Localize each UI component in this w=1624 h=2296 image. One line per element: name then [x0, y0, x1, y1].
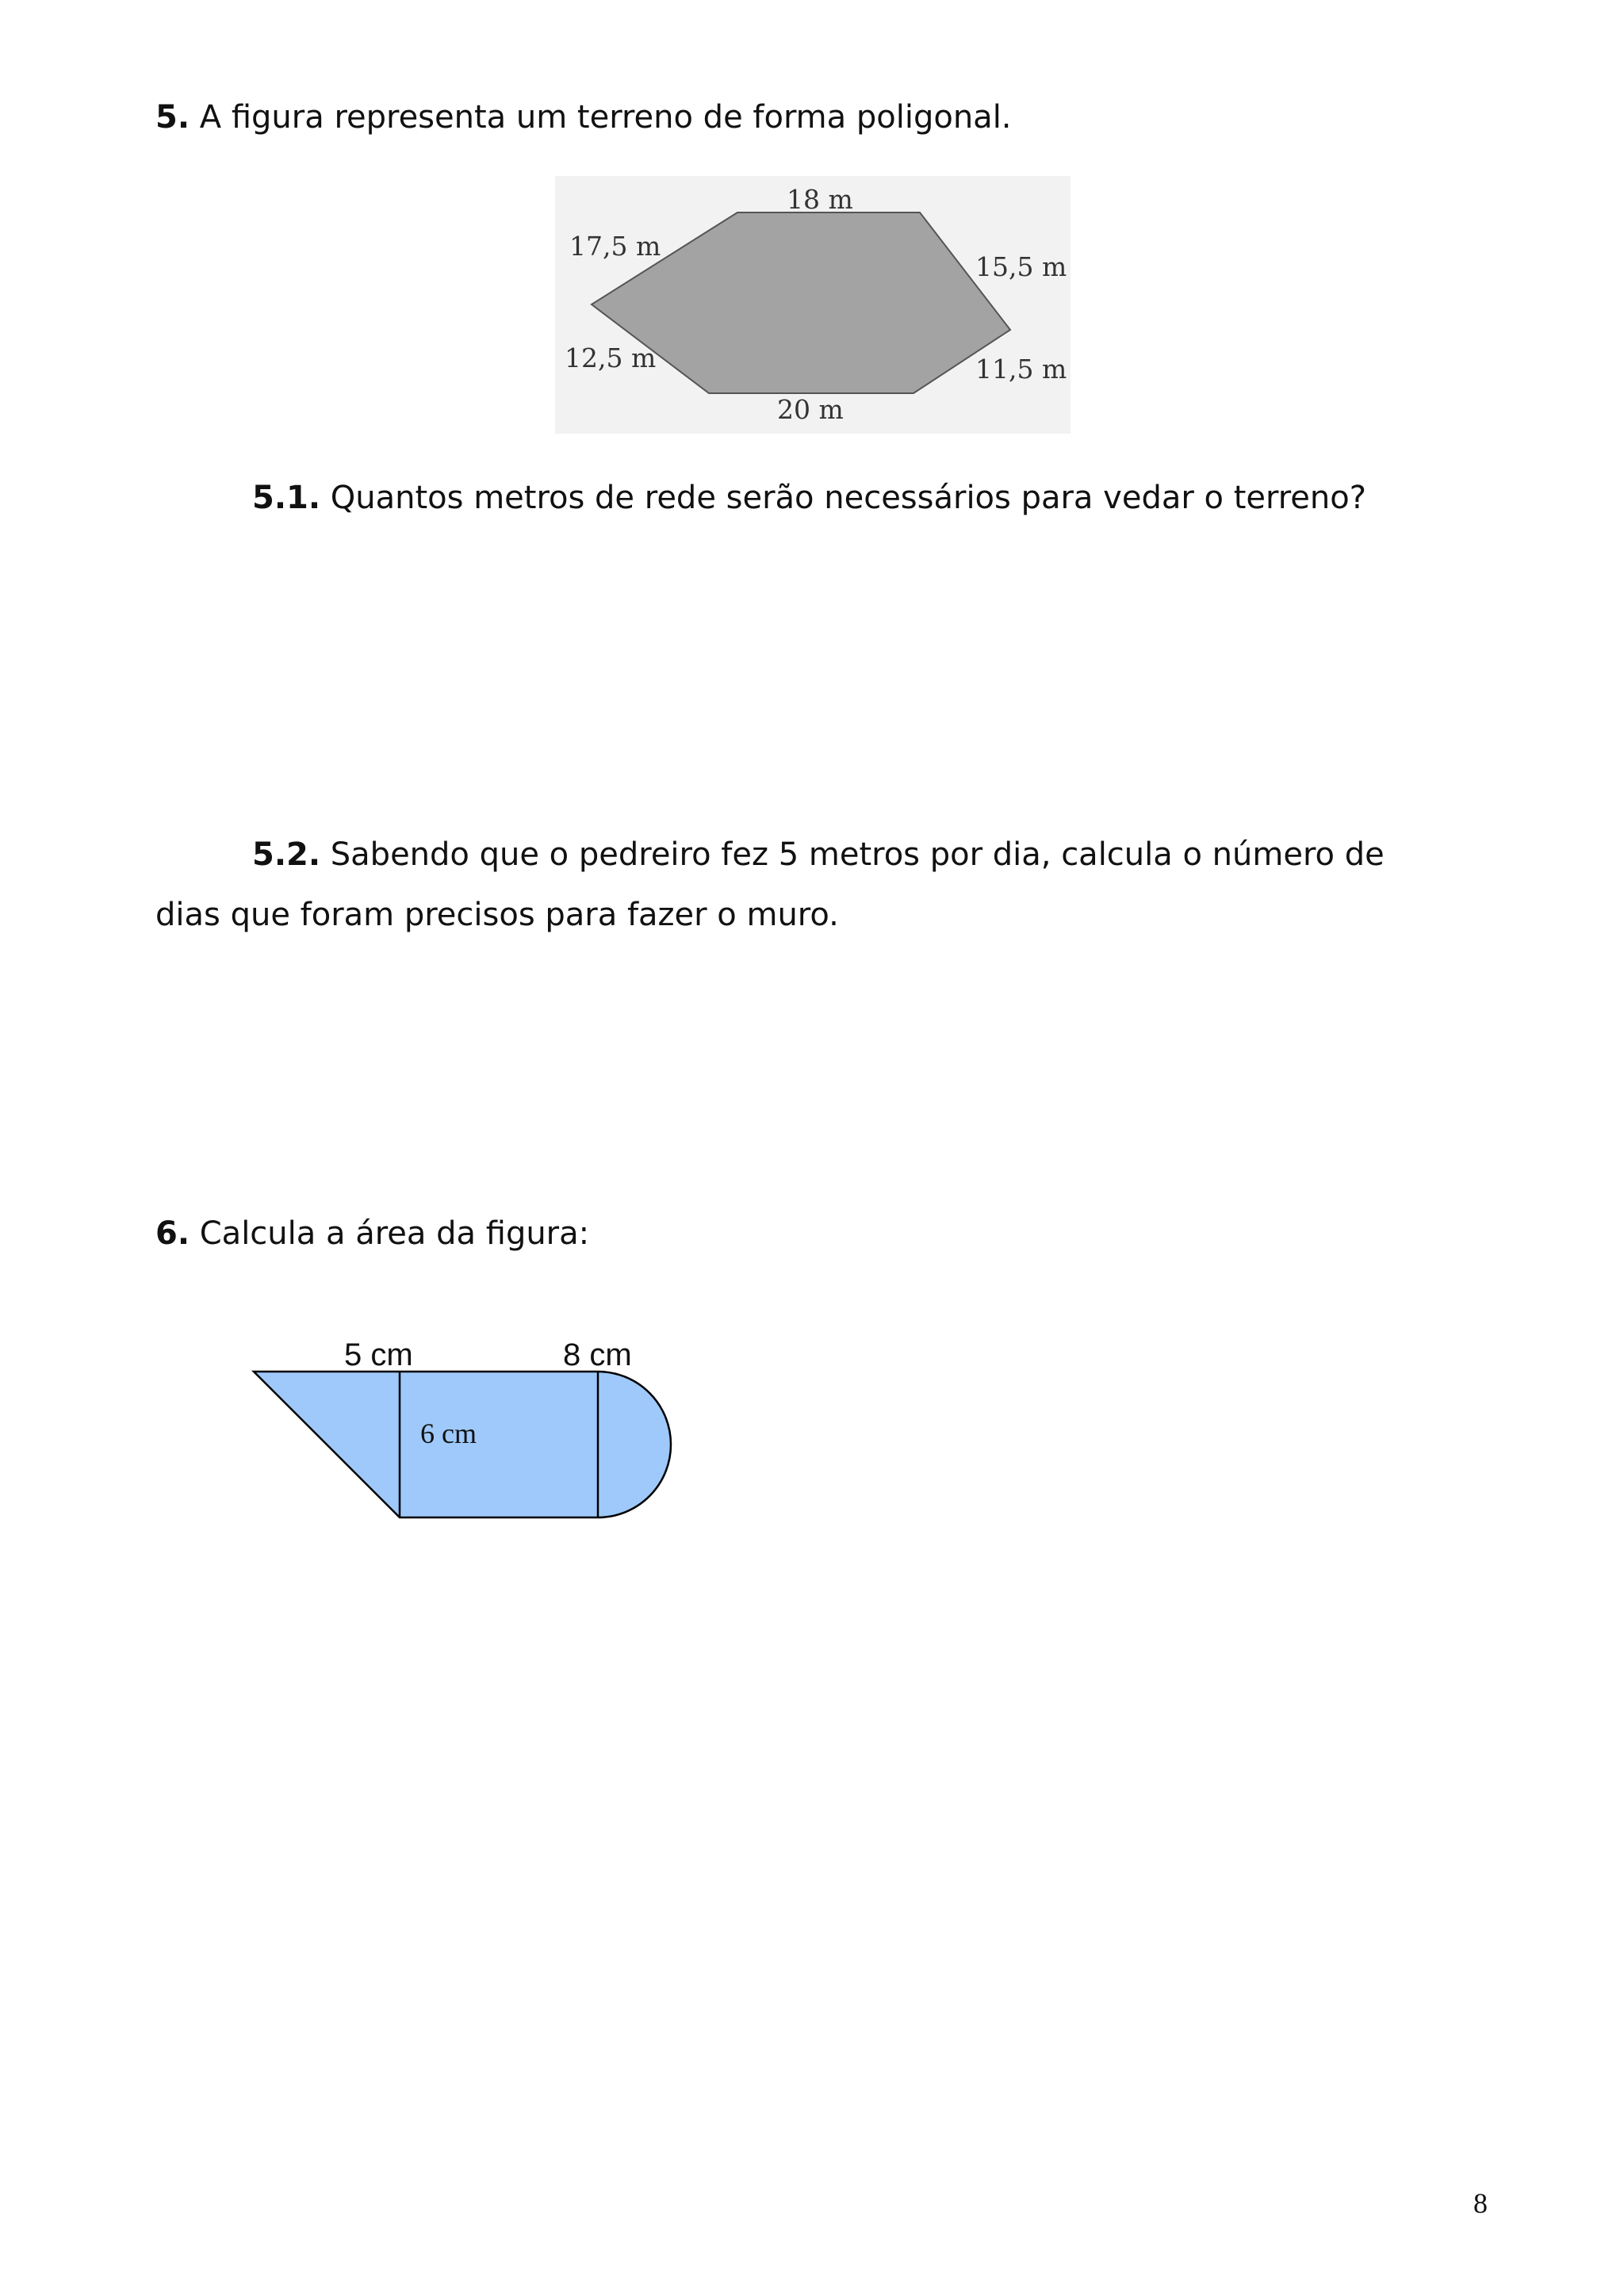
- question-5-2: [252, 836, 1385, 874]
- label-upper-right: 15,5 m: [975, 251, 1067, 282]
- question-number: 6.: [155, 1215, 190, 1252]
- question-number: 5.1.: [252, 480, 321, 516]
- question-text-line-1: Sabendo que o pedreiro fez 5 metros por dia, calcula o número de: [330, 836, 1385, 873]
- question-text: A figura representa um terreno de forma poligonal.: [199, 99, 1012, 136]
- question-5: [155, 98, 1012, 136]
- composite-area-figure: [246, 1324, 690, 1530]
- question-text: Calcula a área da figura:: [199, 1215, 590, 1252]
- question-number: 5.: [155, 99, 190, 136]
- polygon-land-figure: [555, 176, 1071, 434]
- label-lower-right: 11,5 m: [975, 354, 1067, 385]
- page-number: 8: [1473, 2187, 1488, 2219]
- label-height: 6 cm: [420, 1418, 477, 1449]
- label-bottom: 20 m: [777, 394, 844, 425]
- label-lower-left: 12,5 m: [565, 342, 657, 373]
- question-text-line-2: dias que foram precisos para fazer o muro.: [155, 897, 839, 933]
- label-top: 18 m: [787, 184, 853, 215]
- question-6: [155, 1215, 589, 1253]
- question-number: 5.2.: [252, 836, 321, 873]
- label-upper-left: 17,5 m: [569, 231, 661, 262]
- label-left-width: 5 cm: [344, 1337, 413, 1372]
- question-text: Quantos metros de rede serão necessários para vedar o terreno?: [330, 480, 1366, 516]
- question-5-1: [252, 479, 1366, 517]
- question-5-2-continued: [155, 896, 839, 934]
- label-right-width: 8 cm: [563, 1337, 632, 1372]
